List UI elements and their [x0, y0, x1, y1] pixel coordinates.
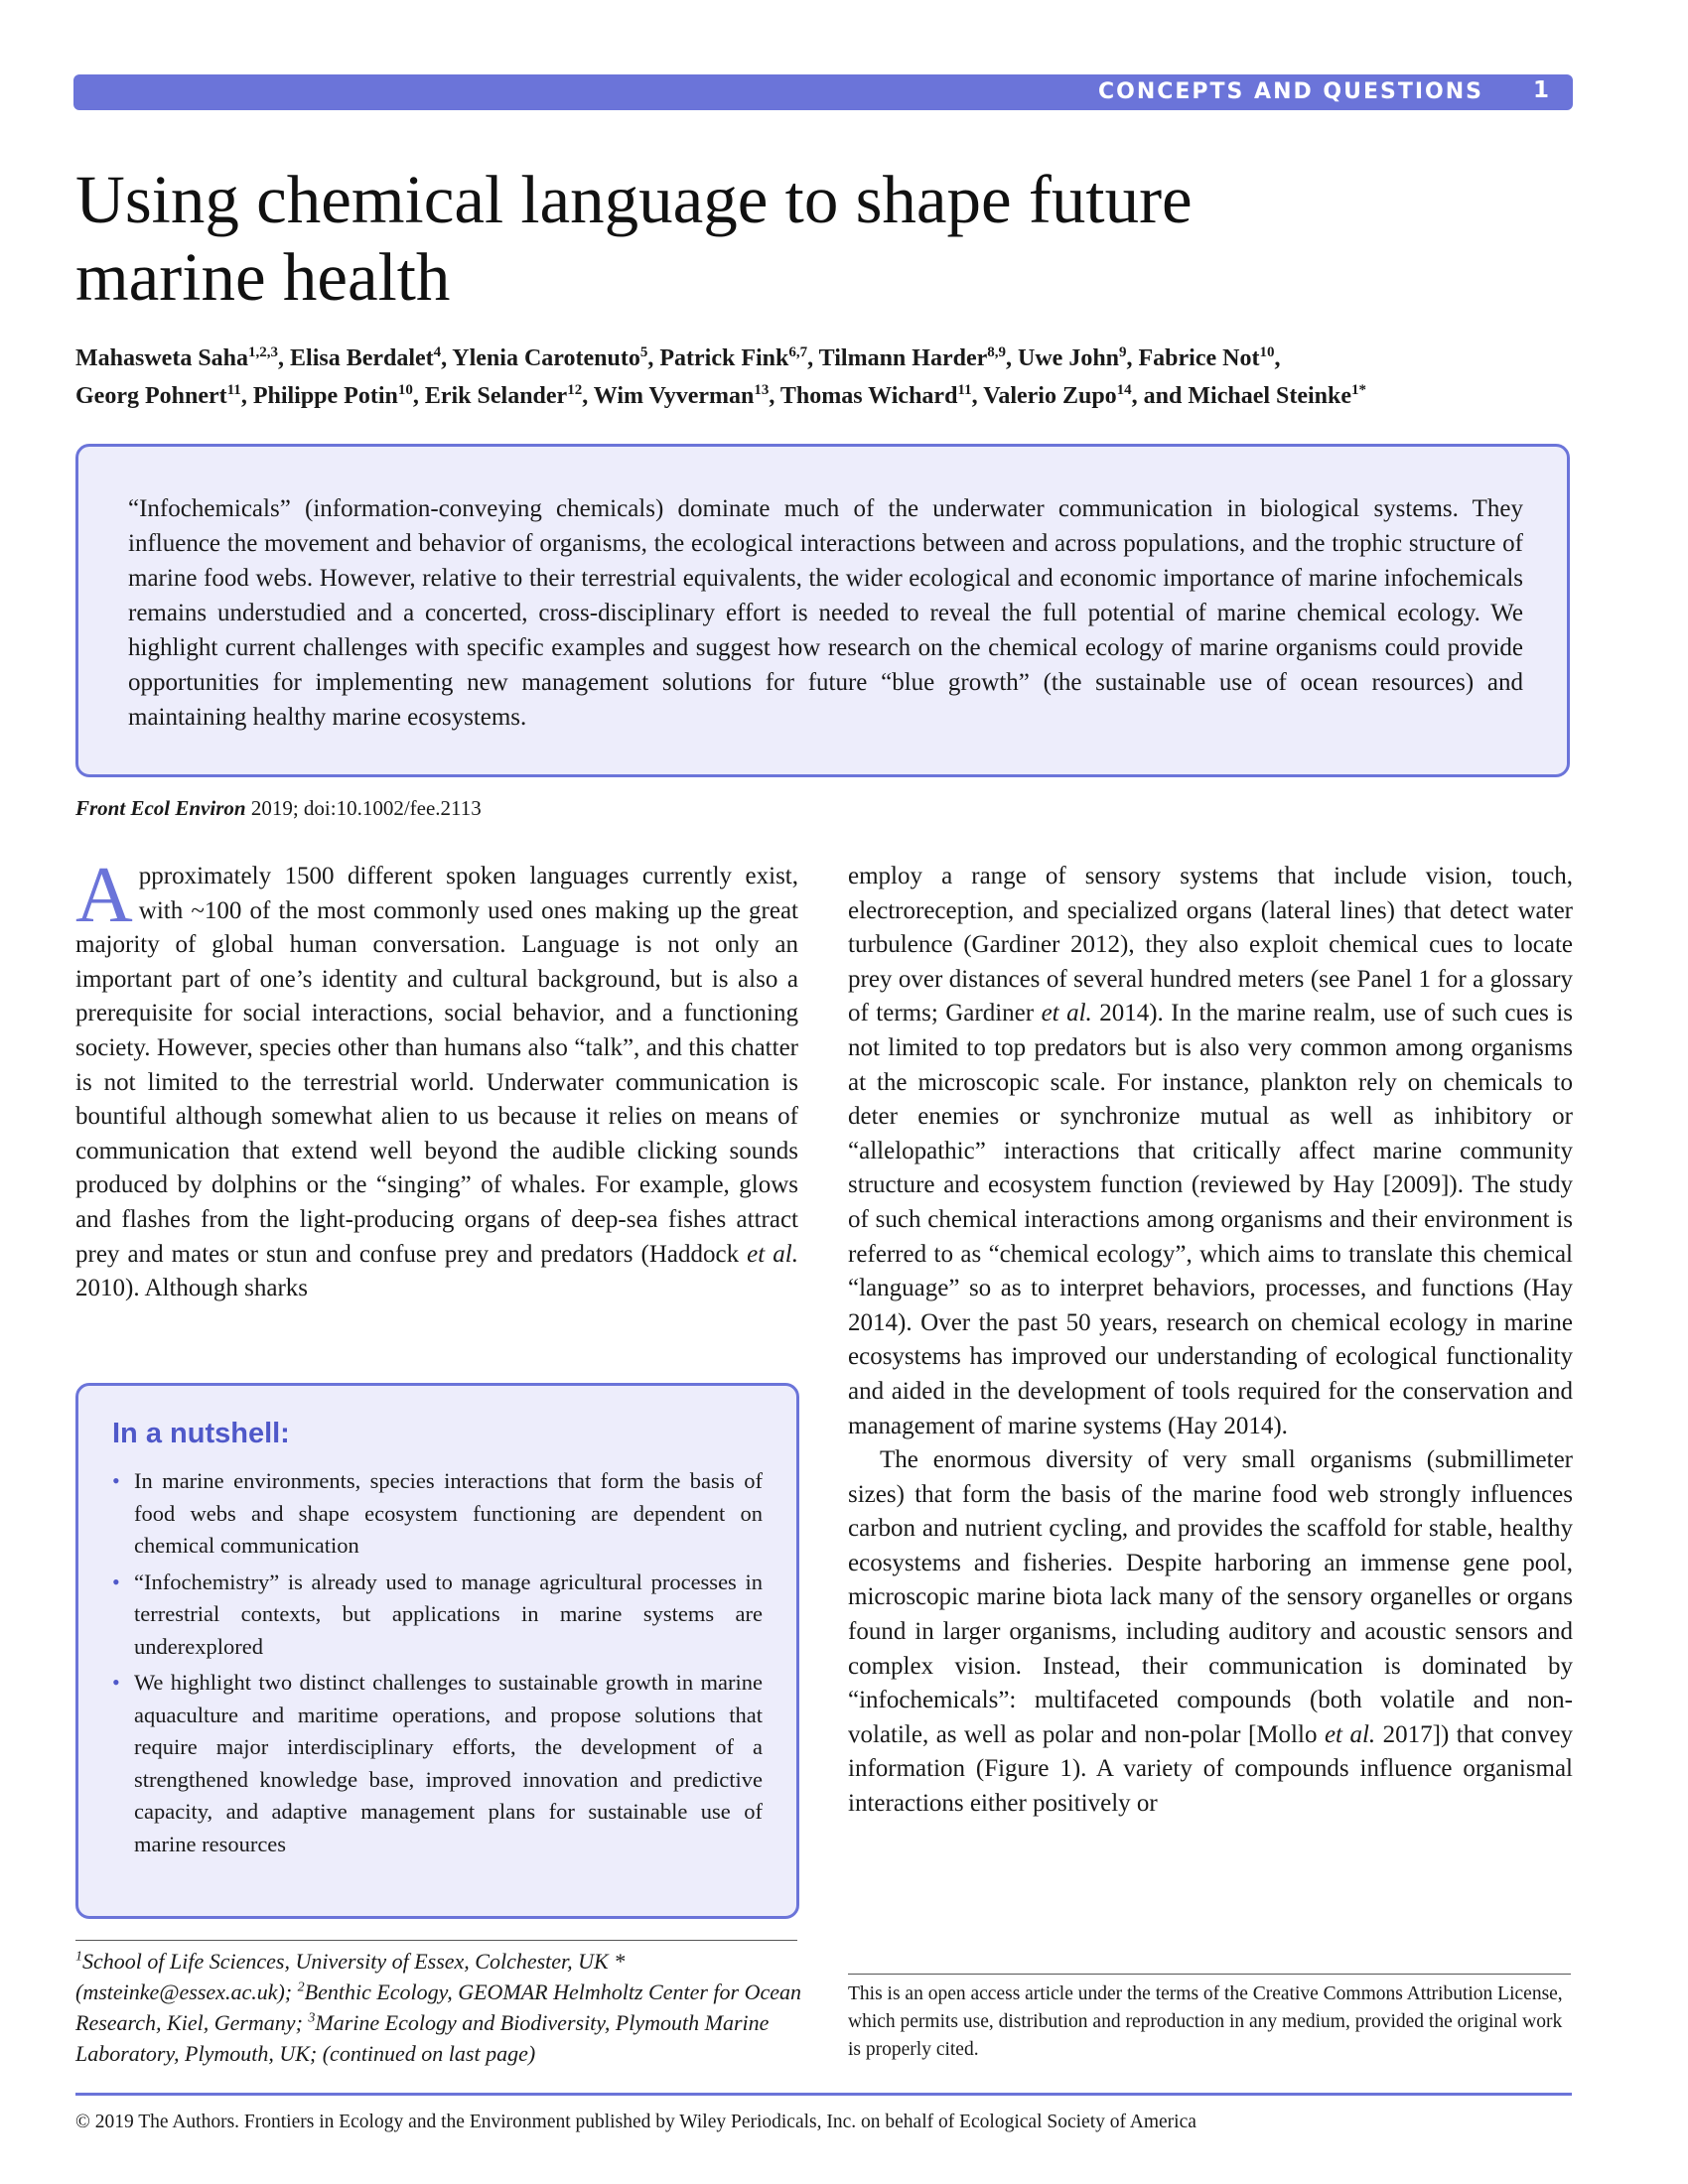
journal-name: Front Ecol Environ [75, 796, 246, 820]
author: Georg Pohnert$^{11}$ [75, 382, 241, 409]
body-column-left [75, 852, 798, 1306]
author: Valerio Zupo$^{14}$ [983, 382, 1132, 409]
nutshell-box [75, 1383, 799, 1919]
author: Thomas Wichard$^{11}$ [779, 382, 972, 409]
citation [75, 794, 482, 822]
author: Patrick Fink$^{6,7}$ [659, 344, 808, 371]
body-paragraph: The enormous diversity of very small organisms (submillimeter sizes) that form the basis of the marine food web strongly influences carbon and nutrient cycling, and provides the scaffold for stable, healthy ecosystems and fisheries. Despite harboring an immense gene pool, microscopic marine biota lack many of the sensory organelles or organs found in larger organisms, including auditory and acoustic sensors and complex vision. Instead, their communication is dominated by “infochemicals”: multifaceted compounds (both volatile and non-volatile, as well as polar and non-polar [Mollo et al. 2017]) that convey information (Figure 1). A variety of compounds influence organismal interactions either positively or [848, 1446, 1573, 1818]
body-column-right [848, 860, 1573, 1822]
abstract-text: “Infochemicals” (information-conveying chemicals) dominate much of the underwater communication in biological systems. They influence the movement and behavior of organisms, the ecological interactions between and across populations, and the trophic structure of marine food webs. However, relative to their terrestrial equivalents, the wider ecological and economic importance of marine infochemicals remains understudied and a concerted, cross-disciplinary effort is needed to reveal the full potential of marine chemical ecology. We highlight current challenges with specific examples and suggest how research on the chemical ecology of marine organisms could provide opportunities for implementing new management solutions for future “blue growth” (the sustainable use of ocean resources) and maintaining healthy marine ecosystems. [128, 495, 1523, 731]
bullet-icon: • [112, 1468, 120, 1493]
license-notice: This is an open access article under the terms of the Creative Commons Attribution License, which permits use, distribution and reproduction in any medium, provided the original work is properly cited. [848, 1983, 1563, 2060]
license-divider [848, 1974, 1571, 1975]
author-list: Mahasweta Saha$^{1,2,3}$, Elisa Berdalet$^4$, Ylenia Carotenuto$^5$, Patrick Fink$^{6,7}$, Tilmann Harder$^{8,9}$, Uwe John$^9$, Fabrice Not$^{10}$, Georg Pohnert$^{11}$, Philippe Potin$^{10}$, Erik Selander$^{12}$, Wim Vyverman$^{13}$, Thomas Wichard$^{11}$, Valerio Zupo$^{14}$, and Michael Steinke$^{1*}$ [75, 344, 1367, 409]
title-line-2: marine health [75, 239, 451, 315]
doi: 2019; doi:10.1002/fee.2113 [245, 796, 482, 820]
footnote-divider [75, 1940, 797, 1941]
abstract-box [75, 444, 1570, 777]
author: Erik Selander$^{12}$ [424, 382, 583, 409]
article-title [75, 161, 1466, 316]
list-item: • In marine environments, species interactions that form the basis of food webs and shape ecosystem functioning are dependent on chemical communication [112, 1465, 763, 1563]
author: Fabrice Not$^{10}$ [1138, 344, 1275, 371]
author: Mahasweta Saha$^{1,2,3}$ [75, 344, 279, 371]
nutshell-title: In a nutshell: [112, 1418, 290, 1449]
authors-and: and [1143, 383, 1183, 409]
author: Uwe John$^9$ [1018, 344, 1127, 371]
author: Philippe Potin$^{10}$ [252, 382, 413, 409]
footer-rule [75, 2093, 1572, 2096]
list-item: • “Infochemistry” is already used to manage agricultural processes in terrestrial contexts, but applications in marine systems are underexplored [112, 1567, 763, 1664]
author: Wim Vyverman$^{13}$ [593, 382, 770, 409]
section-label: CONCEPTS AND QUESTIONS [1097, 79, 1483, 104]
page-number: 1 [1532, 77, 1549, 103]
body-paragraph: Approximately 1500 different spoken languages currently exist, with ~100 of the most commonly used ones making up the great majority of global human conversation. Language is not only an important part of one’s identity and cultural background, but is also a prerequisite for social interactions, social behavior, and a functioning society. However, species other than humans also “talk”, and this chatter is not limited to the terrestrial world. Underwater communication is bountiful although somewhat alien to us because it relies on means of communication that extend well beyond the audible clicking sounds produced by dolphins or the “singing” of whales. For example, glows and flashes from the light-producing organs of deep-sea fishes attract prey and mates or stun and confuse prey and predators (Haddock et al. 2010). Although sharks [75, 852, 798, 1302]
title-line-1: Using chemical language to shape future [75, 162, 1193, 237]
drop-cap: A [75, 852, 133, 939]
nutshell-list [112, 1465, 763, 1864]
affiliations: $^1$School of Life Sciences, University of Essex, Colchester, UK *(msteinke@essex.ac.uk); $^2$Benthic Ecology, GEOMAR Helmholtz Center for Ocean Research, Kiel, Germany; $^3$Marine Ecology and Biodiversity, Plymouth Marine Laboratory, Plymouth, UK; (continued on last page) [75, 1949, 802, 2066]
section-header-bar [73, 74, 1573, 110]
author: Tilmann Harder$^{8,9}$ [818, 344, 1006, 371]
bullet-icon: • [112, 1670, 120, 1695]
list-item: • We highlight two distinct challenges to sustainable growth in marine aquaculture and maritime operations, and propose solutions that require major interdisciplinary efforts, the development of a strengthened knowledge base, improved innovation and predictive capacity, and adaptive management plans for sustainable use of marine resources [112, 1667, 763, 1860]
body-paragraph: employ a range of sensory systems that include vision, touch, electroreception, and specialized organs (lateral lines) that detect water turbulence (Gardiner 2012), they also exploit chemical cues to locate prey over distances of several hundred meters (see Panel 1 for a glossary of terms; Gardiner et al. 2014). In the marine realm, use of such cues is not limited to top predators but is also very common among organisms at the microscopic scale. For instance, plankton rely on chemicals to deter enemies or synchronize mutual as well as inhibitory or “allelopathic” interactions that critically affect marine community structure and ecosystem function (reviewed by Hay [2009]). The study of such chemical interactions among organisms and their environment is referred to as “chemical ecology”, which aims to translate this chemical “language” so as to interpret behaviors, processes, and functions (Hay 2014). Over the past 50 years, research on chemical ecology in marine ecosystems has improved our understanding of ecological functionality and aided in the development of tools required for the conservation and management of marine systems (Hay 2014). [848, 863, 1573, 1439]
author: Elisa Berdalet$^4$ [290, 344, 442, 371]
copyright-footer: © 2019 The Authors. Frontiers in Ecology and the Environment published by Wiley Periodicals, Inc. on behalf of Ecological Society of America [75, 2112, 1196, 2132]
bullet-icon: • [112, 1569, 120, 1594]
author: Ylenia Carotenuto$^5$ [452, 344, 648, 371]
author: Michael Steinke$^{1*}$ [1188, 382, 1367, 409]
